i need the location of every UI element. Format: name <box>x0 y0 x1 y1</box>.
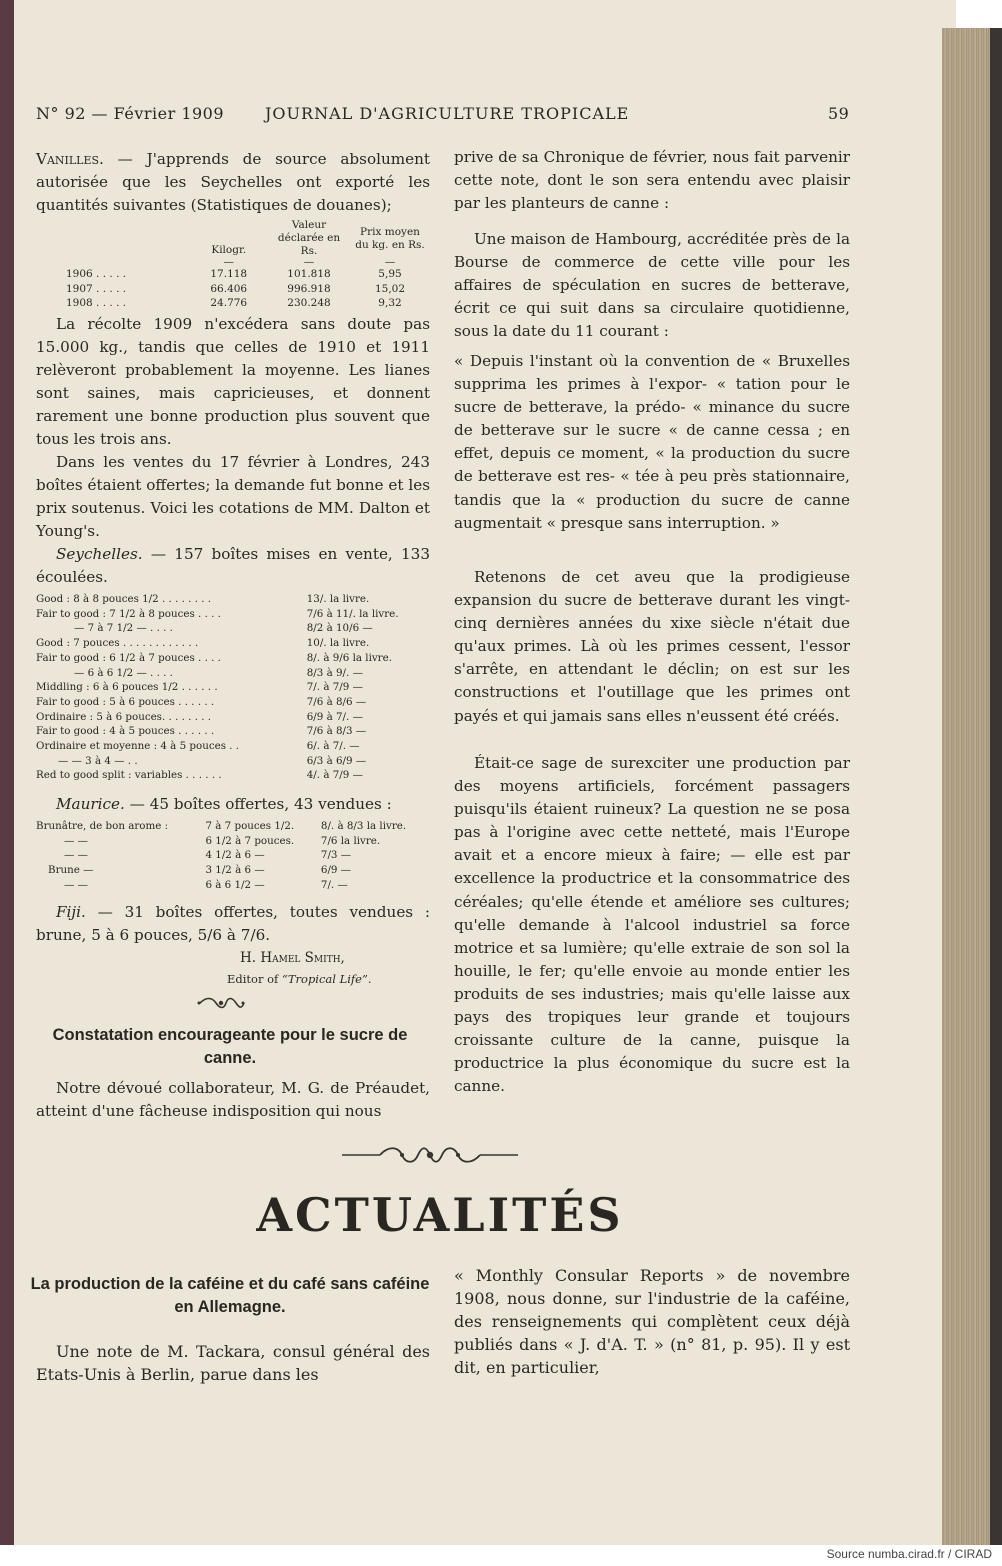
cotation-row <box>34 651 430 666</box>
stats-row <box>62 267 432 282</box>
cotation-price: 10/. la livre. <box>306 637 370 650</box>
maurice-grade: — — <box>64 849 88 862</box>
maurice-paragraph <box>36 793 430 816</box>
stats-cell: 5,95 <box>378 268 402 280</box>
cotation-row <box>34 636 430 651</box>
maurice-price: 8/. à 8/3 la livre. <box>320 820 407 832</box>
cotation-row <box>34 607 430 622</box>
cotation-grade: Fair to good : 5 à 6 pouces . . . . . . <box>36 695 215 708</box>
signature-title-journal: “Tropical Life”. <box>281 972 372 986</box>
cotation-grade: Ordinaire et moyenne : 4 à 5 pouces . . <box>36 740 240 753</box>
stats-cell: 17.118 <box>210 268 248 280</box>
retenons-paragraph: Retenons de cet aveu que la prodigieuse expansion du sucre de betterave durant les vingt-cinq dernières années du xixe siècle n'était due qu'aux primes. Là où les primes cessent, l'essor s'arrête, en attendant le déclin; on est sur les constructions et l'outillage que les primes ont payés et qui jamais sans elles n'eussent été créés. <box>454 568 850 725</box>
ornament-divider-icon <box>340 1144 520 1166</box>
maurice-price: 7/. — <box>320 878 348 891</box>
cotation-price: 8/. à 9/6 la livre. <box>306 651 392 664</box>
cotation-grade: — — 3 à 4 — . . <box>58 754 138 767</box>
seychelles-label: Seychelles. <box>56 545 143 563</box>
seychelles-text: — 157 boîtes mises en vente, 133 écoulées. <box>36 545 430 587</box>
maurice-row <box>34 863 430 878</box>
stats-table <box>62 219 432 311</box>
cotation-row <box>34 739 430 754</box>
maurice-row <box>34 819 430 834</box>
cotation-grade: — 6 à 6 1/2 — . . . . <box>74 666 173 679</box>
stats-dash: — <box>384 256 396 268</box>
stats-cell: 24.776 <box>210 297 248 310</box>
signature-name: H. Hamel Smith, <box>240 950 345 966</box>
signature-title <box>227 972 372 986</box>
cotation-price: 7/6 à 11/. la livre. <box>306 607 399 620</box>
cotation-row <box>34 710 430 725</box>
page-edges-shadow <box>990 28 1002 1548</box>
cotation-price: 7/6 à 8/6 — <box>306 695 367 708</box>
hambourg-paragraph: Une maison de Hambourg, accréditée près de la Bourse de commerce de cette ville pour les affaires de spéculation en sucres de betterave, écrit ce qui suit dans sa circulaire quotidienne, sous la date du 11 courant : <box>454 230 850 341</box>
stats-cell: 9,32 <box>378 297 402 310</box>
maurice-row <box>34 834 430 849</box>
seychelles-paragraph <box>36 543 430 589</box>
cotation-row <box>34 666 430 681</box>
maurice-grade: — — <box>64 878 88 891</box>
maurice-text: — 45 boîtes offertes, 43 vendues : <box>129 795 392 813</box>
stats-cell: 66.406 <box>210 282 248 295</box>
maurice-size: 6 1/2 à 7 pouces. <box>205 834 295 847</box>
stats-header: Prix moyen du kg. en Rs. <box>355 225 425 251</box>
stats-header <box>62 219 188 258</box>
actualites-title: ACTUALITÉS <box>256 1188 624 1242</box>
page-number: 59 <box>828 104 850 123</box>
stats-dash-row <box>62 258 432 267</box>
cafeine-title: La production de la caféine et du café sans caféine en Allemagne. <box>30 1275 430 1316</box>
small-ornament-icon <box>196 996 246 1010</box>
recolte-paragraph: La récolte 1909 n'excédera sans doute pas 15.000 kg., tandis que celles de 1910 et 1911 relèveront probablement la moyenne. Les lianes sont saines, mais capricieuses, et donnent rarement une bonne production plus souvent que tous les trois ans. <box>36 315 430 449</box>
signature-title-prefix: Editor of <box>227 972 282 986</box>
cotation-row <box>34 680 430 695</box>
ventes-paragraph: Dans les ventes du 17 février à Londres, 243 boîtes étaient offertes; la demande fut bonne et les prix soutenus. Voici les cotations de MM. Dalton et Young's. <box>36 453 430 541</box>
maurice-size: 4 1/2 à 6 — <box>205 849 265 862</box>
maurice-label: Maurice. <box>56 795 125 813</box>
stats-dash: — <box>223 256 234 268</box>
source-credit: Source numba.cirad.fr / CIRAD <box>826 1547 992 1561</box>
maurice-cotations-table <box>34 819 430 893</box>
cotation-row <box>34 621 430 636</box>
stats-cell: 230.248 <box>287 297 331 310</box>
cotation-price: 8/2 à 10/6 — <box>306 622 373 635</box>
maurice-size: 6 à 6 1/2 — <box>205 878 265 891</box>
cotation-grade: Good : 7 pouces . . . . . . . . . . . . <box>36 637 199 650</box>
stats-cell: 15,02 <box>374 282 406 295</box>
consular-paragraph: « Monthly Consular Reports » de novembre 1908, nous donne, sur l'industrie de la caféine, des renseignements qui complètent ceux déjà publiés dans « J. d'A. T. » (n° 81, p. 95). Il y est dit, en particulier, <box>454 1266 850 1378</box>
cotation-row <box>34 754 430 769</box>
cotation-row <box>34 724 430 739</box>
cotation-price: 8/3 à 9/. — <box>306 666 363 679</box>
cotation-price: 7/. à 7/9 — <box>306 681 363 694</box>
chronique-paragraph: prive de sa Chronique de février, nous fait parvenir cette note, dont le son sera entendu avec plaisir par les planteurs de canne : <box>454 148 850 213</box>
maurice-grade: Brunâtre, de bon arome : <box>36 820 169 832</box>
cotation-price: 4/. à 7/9 — <box>306 769 363 782</box>
stats-dash: — <box>303 256 315 268</box>
fiji-paragraph <box>36 901 430 947</box>
maurice-size: 7 à 7 pouces 1/2. <box>205 820 295 832</box>
cotation-grade: Good : 8 à 8 pouces 1/2 . . . . . . . . <box>36 593 212 605</box>
stats-row <box>62 282 432 297</box>
cotation-price: 6/9 à 7/. — <box>306 710 363 723</box>
tackara-paragraph: Une note de M. Tackara, consul général des Etats-Unis à Berlin, parue dans les <box>36 1342 430 1385</box>
cotation-row <box>34 592 430 607</box>
cotation-row <box>34 695 430 710</box>
maurice-grade: Brune — <box>48 864 94 877</box>
fiji-label: Fiji. <box>56 903 86 921</box>
vanilles-paragraph <box>36 148 430 217</box>
quote-paragraph: « Depuis l'instant où la convention de « Bruxelles supprima les primes à l'expor- « tation pour le sucre de betterave, la prédo- « minance du sucre de betterave sur le sucre « de canne cessa ; en effet, depuis ce moment, « la production du sucre de betterave est res- « tée à peu près stationnaire, tandis que la « production du sucre de canne augmentait « presque sans interruption. » <box>454 352 850 532</box>
maurice-grade: — — <box>64 834 88 847</box>
seychelles-cotations-table <box>34 592 430 783</box>
stats-header-row <box>62 219 432 258</box>
maurice-price: 7/3 — <box>320 849 352 862</box>
fiji-text: — 31 boîtes offertes, toutes vendues : brune, 5 à 6 pouces, 5/6 à 7/6. <box>36 903 430 945</box>
maurice-price: 6/9 — <box>320 864 352 877</box>
maurice-row <box>34 848 430 863</box>
cotation-grade: Fair to good : 7 1/2 à 8 pouces . . . . <box>36 607 221 620</box>
journal-title: JOURNAL D'AGRICULTURE TROPICALE <box>265 104 630 123</box>
cotation-grade: Fair to good : 4 à 5 pouces . . . . . . <box>36 725 215 738</box>
stats-cell: 101.818 <box>287 268 331 280</box>
stats-cell: 1908 . . . . . <box>66 297 127 310</box>
vanilles-text: — J'apprends de source absolument autorisée que les Seychelles ont exporté les quantités suivantes (Statistiques de douanes); <box>36 150 430 215</box>
section-title-sucre: Constatation encourageante pour le sucre de canne. <box>52 1026 408 1067</box>
maurice-row <box>34 878 430 893</box>
cotation-price: 6/. à 7/. — <box>306 740 360 753</box>
vanilles-lead: Vanilles. <box>36 150 104 168</box>
issue-label: N° 92 — Février 1909 <box>36 104 225 123</box>
maurice-size: 3 1/2 à 6 — <box>205 864 265 877</box>
stats-header: Valeur déclarée en Rs. <box>277 219 341 257</box>
cotation-grade: Ordinaire : 5 à 6 pouces. . . . . . . . <box>36 710 212 723</box>
cotation-price: 7/6 à 8/3 — <box>306 725 367 738</box>
stats-cell: 1906 . . . . . <box>66 268 127 280</box>
book-binding <box>0 0 14 1545</box>
etait-paragraph: Était-ce sage de surexciter une production par des moyens artificiels, forcément passagers puisqu'ils étaient ruineux? La question ne se posa pas à l'origine avec cette netteté, mais l'Europe avait et a encore mieux à faire; — elle est par excellence la productrice et la consommatrice des céréales; qu'elle étende et améliore ses cultures; qu'elle demande à l'alcool industriel sa force motrice et sa lumière; qu'elle extraie de son sol la houille, le fer; qu'elle envoie au monde entier les produits de ses industries; mais qu'elle laisse aux pays des tropiques leur grande et toujours croissante culture de la canne, puisque la productrice la plus économique du sucre est la canne. <box>454 754 850 1096</box>
cotation-grade: Red to good split : variables . . . . . . <box>36 769 222 782</box>
cotation-row <box>34 768 430 783</box>
cotation-grade: Fair to good : 6 1/2 à 7 pouces . . . . <box>36 651 221 664</box>
maurice-price: 7/6 la livre. <box>320 834 381 847</box>
cotation-price: 13/. la livre. <box>306 593 370 605</box>
stats-cell: 1907 . . . . . <box>66 282 127 295</box>
stats-cell: 996.918 <box>287 282 331 295</box>
stats-row <box>62 296 432 311</box>
cotation-grade: Middling : 6 à 6 pouces 1/2 . . . . . . <box>36 681 218 694</box>
stats-header: Kilogr. <box>211 244 247 257</box>
cotation-grade: — 7 à 7 1/2 — . . . . <box>74 622 173 635</box>
cotation-price: 6/3 à 6/9 — <box>306 754 367 767</box>
preaudet-paragraph: Notre dévoué collaborateur, M. G. de Préaudet, atteint d'une fâcheuse indisposition qui nous <box>36 1079 430 1121</box>
